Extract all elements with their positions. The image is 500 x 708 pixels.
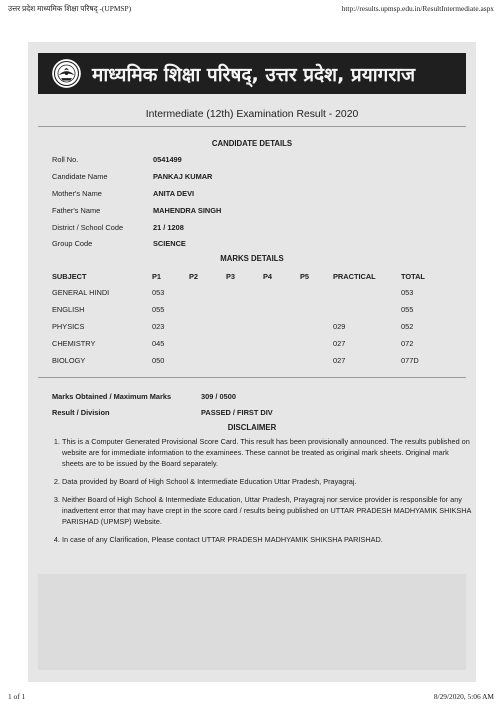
p5-cell	[300, 318, 333, 335]
table-row	[52, 335, 464, 352]
result-division-row	[52, 408, 452, 420]
candidate-row-label: Roll No.	[52, 155, 79, 164]
disclaimer-list	[50, 436, 472, 552]
column-header-p4: P4	[263, 271, 273, 281]
table-row	[52, 284, 464, 301]
candidate-row-label: Mother's Name	[52, 189, 102, 198]
column-header-p2: P2	[189, 271, 199, 281]
disclaimer-heading: DISCLAIMER	[227, 423, 277, 432]
p4-cell	[263, 352, 300, 369]
marks-obtained-label: Marks Obtained / Maximum Marks	[52, 392, 172, 401]
column-header-p1: P1	[152, 271, 162, 281]
total-cell: 052	[401, 322, 414, 331]
p3-cell	[226, 301, 263, 318]
candidate-row-value: 21 / 1208	[153, 223, 184, 232]
result-division-label: Result / Division	[52, 408, 110, 417]
marks-details-heading: MARKS DETAILS	[220, 254, 284, 263]
p2-cell	[189, 301, 226, 318]
board-name: माध्यमिक शिक्षा परिषद्, उत्तर प्रदेश, प्रयागराज	[92, 64, 416, 86]
disclaimer-item: 1. This is a Computer Generated Provisional Score Card. This result has been provisionally announced. The results published on website are for immediate information to the examinees. These cannot be treated as original mark sheets. Original mark sheets are to be issued by the Board separately.	[62, 436, 472, 469]
practical-cell: 027	[333, 356, 346, 365]
exam-title: Intermediate (12th) Examination Result - 2020	[145, 109, 359, 120]
candidate-row	[52, 239, 452, 251]
column-header-total: TOTAL	[401, 271, 425, 281]
p2-cell	[189, 352, 226, 369]
candidate-row-value: PANKAJ KUMAR	[153, 172, 213, 181]
blank-footer-area	[38, 574, 466, 670]
p2-cell	[189, 318, 226, 335]
subject-cell: CHEMISTRY	[52, 339, 96, 348]
candidate-row-label: Candidate Name	[52, 172, 108, 181]
column-header-p3: P3	[226, 271, 236, 281]
p5-cell	[300, 284, 333, 301]
candidate-row	[52, 189, 452, 201]
print-page-url[interactable]: http://results.upmsp.edu.in/ResultIntermediate.aspx	[341, 4, 494, 13]
p1-cell: 045	[152, 339, 165, 348]
practical-cell: 029	[333, 322, 346, 331]
p2-cell	[189, 335, 226, 352]
marks-header-row	[52, 268, 464, 284]
disclaimer-item: 3. Neither Board of High School & Intermediate Education, Uttar Pradesh, Prayagraj nor service provider is responsible for any inadvertent error that may have crept in the score card / results being published on UTTAR PRADESH MADHYAMIK SHIKSHA PARISHAD (UPMSP) Website.	[62, 494, 472, 527]
column-header-p5: P5	[300, 271, 310, 281]
p1-cell: 023	[152, 322, 165, 331]
divider	[38, 126, 466, 127]
table-row	[52, 301, 464, 318]
page-count: 1 of 1	[8, 692, 26, 701]
column-header-practical: PRACTICAL	[333, 271, 376, 281]
candidate-row-value: SCIENCE	[153, 239, 186, 248]
p2-cell	[189, 284, 226, 301]
candidate-row-label: Group Code	[52, 239, 93, 248]
disclaimer-item: 4. In case of any Clarification, Please contact UTTAR PRADESH MADHYAMIK SHIKSHA PARISHAD.	[62, 534, 472, 545]
p3-cell	[226, 335, 263, 352]
table-row	[52, 318, 464, 335]
candidate-row	[52, 155, 452, 167]
p4-cell	[263, 318, 300, 335]
total-cell: 053	[401, 288, 414, 297]
candidate-details-heading: CANDIDATE DETAILS	[211, 139, 293, 148]
candidate-row	[52, 223, 452, 235]
divider	[38, 377, 466, 378]
p5-cell	[300, 301, 333, 318]
print-page-title: उत्तर प्रदेश माध्यमिक शिक्षा परिषद् -(UPMSP)	[8, 4, 132, 13]
total-cell: 077D	[401, 356, 419, 365]
total-cell: 072	[401, 339, 414, 348]
candidate-row-value: 0541499	[153, 155, 182, 164]
candidate-row-label: District / School Code	[52, 223, 124, 232]
practical-cell	[333, 284, 401, 301]
up-government-emblem-icon	[51, 58, 82, 89]
candidate-row	[52, 172, 452, 184]
p4-cell	[263, 301, 300, 318]
result-sheet	[28, 42, 476, 682]
candidate-row-label: Father's Name	[52, 206, 101, 215]
total-cell: 055	[401, 305, 414, 314]
result-division-value: PASSED / FIRST DIV	[201, 408, 273, 417]
marks-obtained-value: 309 / 0500	[201, 392, 236, 401]
print-timestamp: 8/29/2020, 5:06 AM	[433, 692, 494, 701]
subject-cell: GENERAL HINDI	[52, 288, 110, 297]
p3-cell	[226, 352, 263, 369]
disclaimer-item: 2. Data provided by Board of High School & Intermediate Education Uttar Pradesh, Prayagraj.	[62, 476, 472, 487]
subject-cell: PHYSICS	[52, 322, 85, 331]
print-header	[8, 4, 494, 16]
column-header-subject: SUBJECT	[52, 271, 87, 281]
subject-cell: ENGLISH	[52, 305, 85, 314]
p4-cell	[263, 335, 300, 352]
marks-table	[52, 268, 464, 369]
board-banner	[38, 53, 466, 94]
p1-cell: 055	[152, 305, 165, 314]
marks-obtained-row	[52, 392, 452, 404]
p5-cell	[300, 335, 333, 352]
p3-cell	[226, 318, 263, 335]
p5-cell	[300, 352, 333, 369]
candidate-row-value: ANITA DEVI	[153, 189, 195, 198]
candidate-row-value: MAHENDRA SINGH	[153, 206, 222, 215]
candidate-row	[52, 206, 452, 218]
p1-cell: 050	[152, 356, 165, 365]
subject-cell: BIOLOGY	[52, 356, 86, 365]
print-footer	[8, 692, 494, 704]
table-row	[52, 352, 464, 369]
p1-cell: 053	[152, 288, 165, 297]
practical-cell	[333, 301, 401, 318]
practical-cell: 027	[333, 339, 346, 348]
p4-cell	[263, 284, 300, 301]
p3-cell	[226, 284, 263, 301]
